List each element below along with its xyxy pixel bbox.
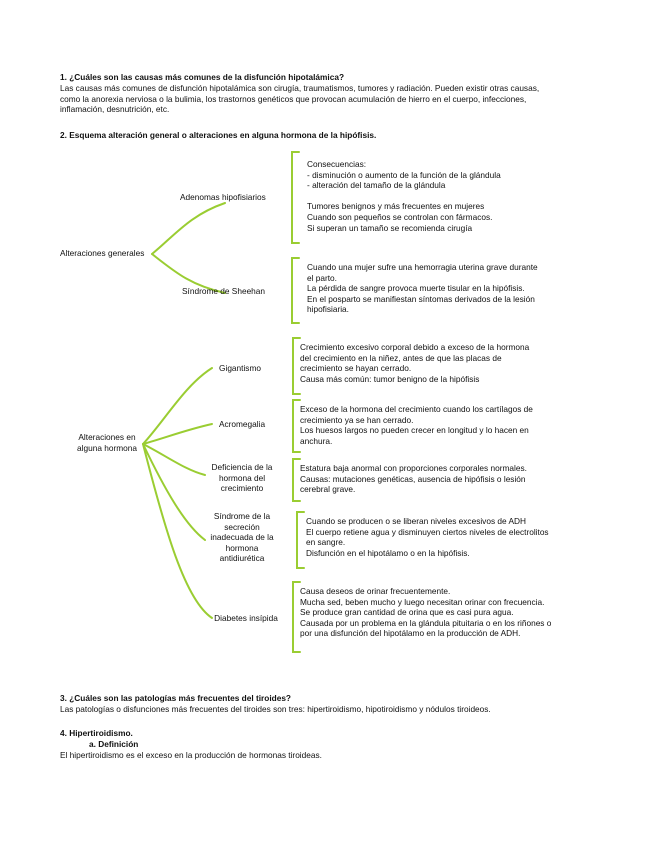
tree2-node-siadh: Síndrome de la secreción inadecuada de la hormona antidiurética <box>210 511 274 564</box>
q4-heading: 4. Hipertiroidismo. <box>60 728 133 738</box>
bracket-0 <box>293 338 300 394</box>
bracket-1 <box>293 400 300 452</box>
tree2-node-gigantismo: Gigantismo <box>219 363 261 373</box>
tree1-node-adenomas: Adenomas hipofisiarios <box>180 192 266 202</box>
tree1-desc-sheehan: Cuando una mujer sufre una hemorragia uterina grave durante el parto. La pérdida de sangre provoca muerte tisular en la hipófisis. En el posparto se manifiestan síntomas derivados de la lesión hipofisiaria. <box>307 262 538 315</box>
q1-heading: 1. ¿Cuáles son las causas más comunes de la disfunción hipotalámica? <box>60 72 345 82</box>
bracket-2 <box>293 459 300 501</box>
branch-root2-3 <box>143 444 205 540</box>
q4-subheading: a. Definición <box>89 739 139 749</box>
q3-body: Las patologías o disfunciones más frecuentes del tiroides son tres: hipertiroidismo, hipotiroidismo y nódulos tiroideos. <box>60 704 491 714</box>
q1-body: Las causas más comunes de disfunción hipotalámica son cirugía, traumatismos, tumores y radiación. Pueden existir otras causas, como la anorexia nerviosa o la bulimia, los trastornos genéticos que provocan acumulación de hierro en el cuerpo, infecciones, inflamación, desnutrición, etc. <box>60 83 540 115</box>
branch-root2-1 <box>143 424 212 444</box>
tree1-desc-adenomas: Consecuencias: - disminución o aumento de la función de la glándula - alteración del tamaño de la glándula Tumores benignos y más frecuentes en mujeres Cuando son pequeños se controlan con fármacos. Si superan un tamaño se recomienda cirugía <box>307 159 501 233</box>
bracket-b <box>292 258 299 323</box>
bracket-3 <box>297 512 304 568</box>
tree2-desc-deficiencia: Estatura baja anormal con proporciones corporales normales. Causas: mutaciones genéticas, ausencia de hipófisis o lesión cerebral grave. <box>300 463 527 495</box>
tree2-desc-siadh: Cuando se producen o se liberan niveles excesivos de ADH El cuerpo retiene agua y disminuyen ciertos niveles de electrolitos en sangre. Disfunción en el hipotálamo o en la hipófisis. <box>306 516 549 558</box>
bracket-4 <box>293 582 300 652</box>
tree2-desc-acromegalia: Exceso de la hormona del crecimiento cuando los cartílagos de crecimiento ya se han cerrado. Los huesos largos no pueden crecer en longitud y lo hacen en anchura. <box>300 404 533 446</box>
tree2-node-diabetes: Diabetes insípida <box>214 613 278 623</box>
q3-heading: 3. ¿Cuáles son las patologías más frecuentes del tiroides? <box>60 693 292 703</box>
tree2-desc-diabetes: Causa deseos de orinar frecuentemente. Mucha sed, beben mucho y luego necesitan orinar con frecuencia. Se produce gran cantidad de orina que es casi pura agua. Causada por un problema en la glándula pituitaria o en los riñones o por una disfunción del hipotálamo en la producción de ADH. <box>300 586 552 639</box>
q4-body: El hipertiroidismo es el exceso en la producción de hormonas tiroideas. <box>60 750 322 760</box>
tree2-node-acromegalia: Acromegalia <box>218 419 266 429</box>
tree1-node-sheehan: Síndrome de Sheehan <box>182 286 266 296</box>
tree1-root: Alteraciones generales <box>60 248 145 258</box>
branch-root1-a <box>152 203 225 254</box>
tree2-node-deficiencia: Deficiencia de la hormona del crecimiento <box>211 462 273 494</box>
branch-root2-2 <box>143 444 205 475</box>
tree2-desc-gigantismo: Crecimiento excesivo corporal debido a exceso de la hormona del crecimiento en la niñez, antes de que las placas de crecimiento se hayan cerrado. Causa más común: tumor benigno de la hipófisis <box>300 342 530 384</box>
tree2-root: Alteraciones en alguna hormona <box>77 432 137 453</box>
bracket-a <box>292 152 299 243</box>
q2-heading: 2. Esquema alteración general o alteraciones en alguna hormona de la hipófisis. <box>60 130 377 140</box>
